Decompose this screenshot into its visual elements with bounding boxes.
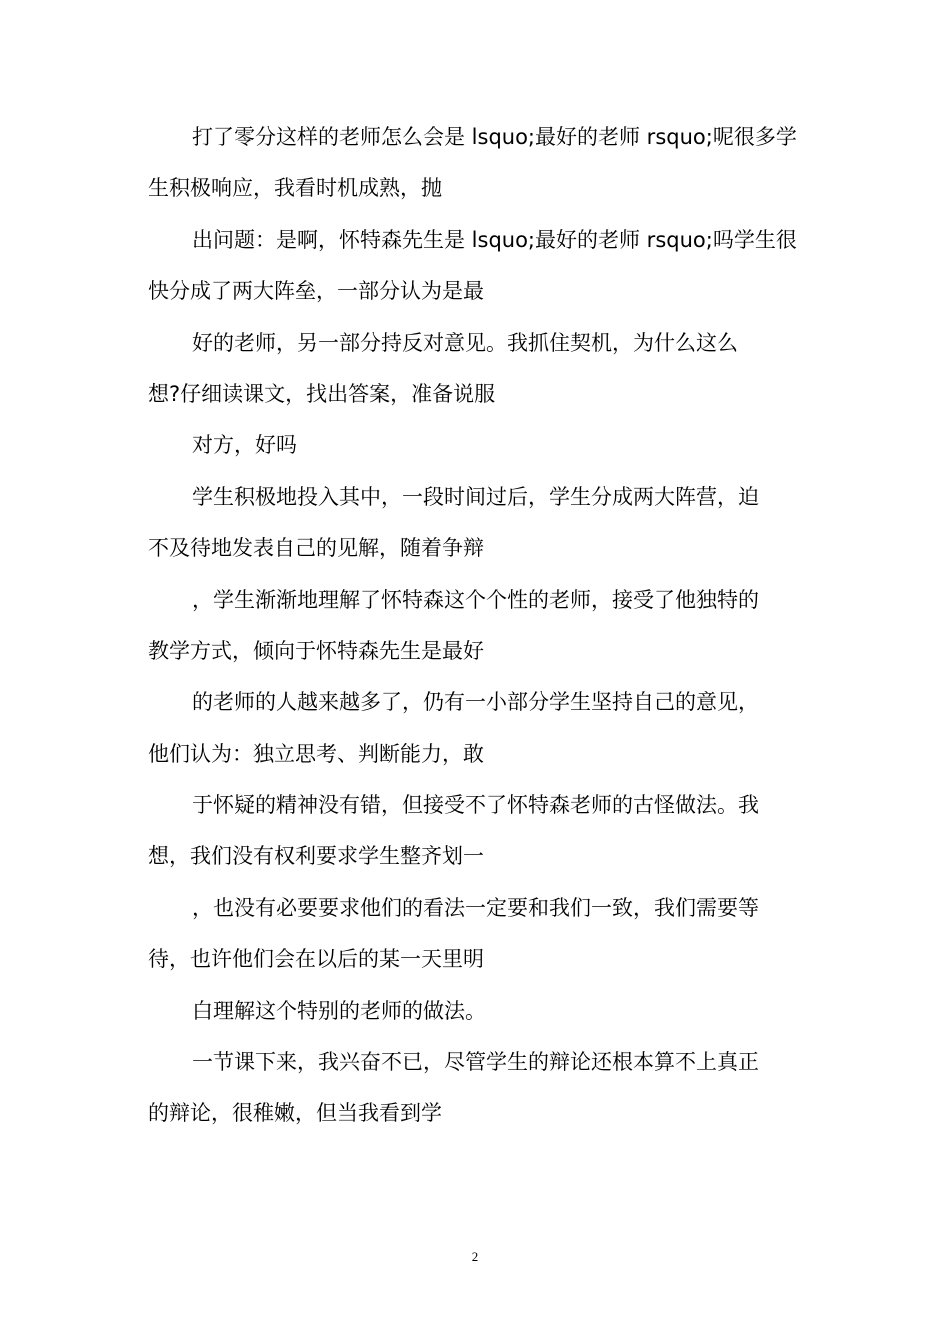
paragraph-line: 不及待地发表自己的见解，随着争辩 <box>148 536 484 561</box>
paragraph-line: 打了零分这样的老师怎么会是 lsquo;最好的老师 rsquo;呢很多学 <box>192 125 797 149</box>
paragraph-line: 对方，好吗 <box>192 433 297 458</box>
paragraph-line: ，学生渐渐地理解了怀特森这个个性的老师，接受了他独特的 <box>192 587 759 612</box>
paragraph-6 <box>148 575 808 678</box>
paragraph-8 <box>148 780 808 883</box>
paragraph-9 <box>148 883 808 986</box>
paragraph-7 <box>148 677 808 780</box>
paragraph-line: 一节课下来，我兴奋不已，尽管学生的辩论还根本算不上真正 <box>192 1050 759 1075</box>
paragraph-10 <box>148 986 808 1037</box>
paragraph-line: 出问题：是啊，怀特森先生是 lsquo;最好的老师 rsquo;吗学生很 <box>192 227 797 252</box>
paragraph-11 <box>148 1037 808 1140</box>
paragraph-5 <box>148 472 808 575</box>
paragraph-line: 于怀疑的精神没有错，但接受不了怀特森老师的古怪做法。我 <box>192 793 759 818</box>
paragraph-line: 想?仔细读课文，找出答案，准备说服 <box>148 381 496 406</box>
paragraph-line: 好的老师，另一部分持反对意见。我抓住契机，为什么这么 <box>192 330 738 355</box>
paragraph-1 <box>148 112 808 215</box>
page-number: 2 <box>471 1249 479 1264</box>
paragraph-line: 想，我们没有权利要求学生整齐划一 <box>148 844 484 869</box>
paragraph-line: 待，也许他们会在以后的某一天里明 <box>148 947 484 972</box>
paragraph-line: 教学方式，倾向于怀特森先生是最好 <box>148 638 484 663</box>
body-text <box>148 112 808 1140</box>
paragraph-2 <box>148 215 808 318</box>
paragraph-line: 白理解这个特别的老师的做法。 <box>192 998 486 1023</box>
paragraph-line: 他们认为：独立思考、判断能力，敢 <box>148 741 484 766</box>
paragraph-line: 的辩论，很稚嫩，但当我看到学 <box>148 1101 442 1126</box>
paragraph-line: 生积极响应，我看时机成熟，抛 <box>148 176 442 201</box>
paragraph-line: 快分成了两大阵垒，一部分认为是最 <box>148 279 484 304</box>
paragraph-3 <box>148 318 808 421</box>
paragraph-line: ，也没有必要要求他们的看法一定要和我们一致，我们需要等 <box>192 895 759 920</box>
paragraph-4 <box>148 420 808 471</box>
paragraph-line: 的老师的人越来越多了，仍有一小部分学生坚持自己的意见， <box>192 690 759 715</box>
paragraph-line: 学生积极地投入其中，一段时间过后，学生分成两大阵营，迫 <box>192 484 759 509</box>
